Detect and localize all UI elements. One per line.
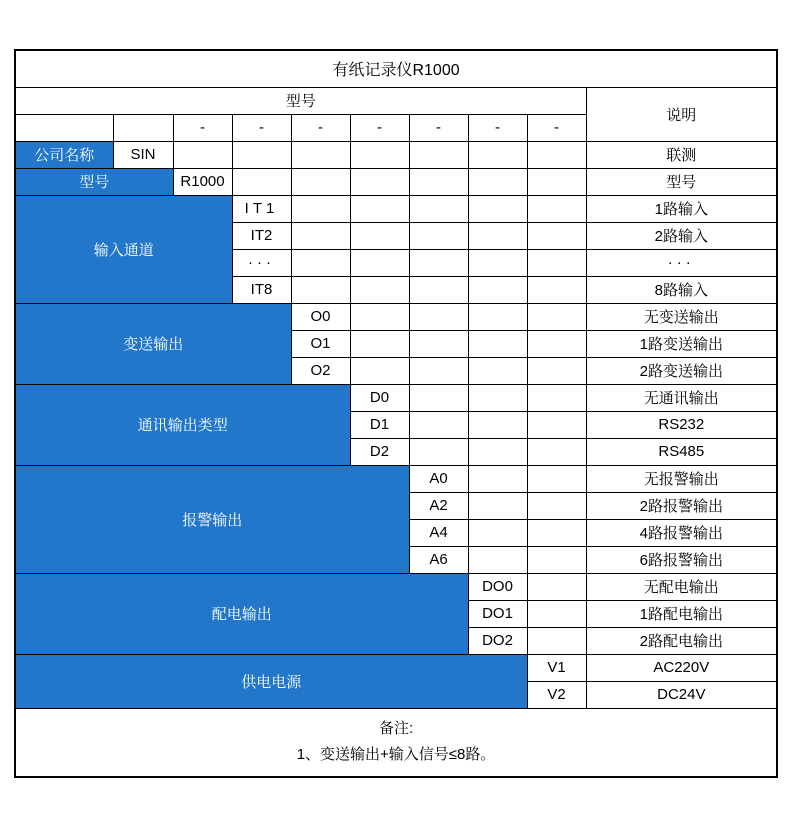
empty-cell	[527, 411, 586, 438]
code-cell: A4	[409, 519, 468, 546]
desc-cell: 无报警输出	[586, 465, 777, 492]
dash-cell: -	[291, 114, 350, 141]
empty-cell	[350, 222, 409, 249]
empty-cell	[527, 492, 586, 519]
empty-cell	[527, 438, 586, 465]
empty-cell	[113, 114, 173, 141]
code-cell: V1	[527, 654, 586, 681]
code-cell: IT2	[232, 222, 291, 249]
empty-cell	[409, 411, 468, 438]
empty-cell	[409, 222, 468, 249]
code-cell: D0	[350, 384, 409, 411]
empty-cell	[527, 141, 586, 168]
desc-cell: 2路变送输出	[586, 357, 777, 384]
code-cell: A2	[409, 492, 468, 519]
empty-cell	[409, 357, 468, 384]
empty-cell	[527, 222, 586, 249]
code-cell: V2	[527, 681, 586, 708]
model-selection-table	[14, 49, 778, 778]
empty-cell	[468, 168, 527, 195]
code-cell: O1	[291, 330, 350, 357]
code-cell: A6	[409, 546, 468, 573]
dash-cell: -	[468, 114, 527, 141]
desc-cell: 4路报警输出	[586, 519, 777, 546]
desc-cell: 8路输入	[586, 276, 777, 303]
code-cell: DO0	[468, 573, 527, 600]
desc-cell: 1路变送输出	[586, 330, 777, 357]
input-row	[15, 195, 777, 222]
empty-cell	[468, 330, 527, 357]
desc-cell: AC220V	[586, 654, 777, 681]
empty-cell	[409, 195, 468, 222]
desc-cell: 无通讯输出	[586, 384, 777, 411]
code-cell: IT1	[232, 195, 291, 222]
code-cell: DO1	[468, 600, 527, 627]
empty-cell	[291, 249, 350, 276]
empty-cell	[409, 384, 468, 411]
empty-cell	[409, 303, 468, 330]
empty-cell	[468, 411, 527, 438]
comm-row	[15, 384, 777, 411]
empty-cell	[291, 168, 350, 195]
empty-cell	[468, 519, 527, 546]
alarm-row	[15, 465, 777, 492]
empty-cell	[350, 357, 409, 384]
note-label: 备注:	[378, 720, 414, 738]
desc-cell: 2路配电输出	[586, 627, 777, 654]
code-cell: IT8	[232, 276, 291, 303]
notes-cell	[15, 708, 777, 777]
empty-cell	[409, 330, 468, 357]
empty-cell	[527, 573, 586, 600]
category-transmit-output: 变送输出	[15, 303, 291, 384]
empty-cell	[350, 195, 409, 222]
empty-cell	[468, 546, 527, 573]
company-row	[15, 141, 777, 168]
table-title: 有纸记录仪R1000	[15, 50, 777, 87]
empty-cell	[468, 249, 527, 276]
category-company-name: 公司名称	[15, 141, 113, 168]
category-input-channels: 输入通道	[15, 195, 232, 303]
empty-cell	[527, 249, 586, 276]
desc-cell: 2路输入	[586, 222, 777, 249]
empty-cell	[527, 627, 586, 654]
empty-cell	[527, 195, 586, 222]
model-row	[15, 168, 777, 195]
model-number-header: 型号	[15, 87, 586, 114]
empty-cell	[527, 276, 586, 303]
category-power-distribution-output: 配电输出	[15, 573, 468, 654]
desc-cell: 无配电输出	[586, 573, 777, 600]
empty-cell	[232, 168, 291, 195]
desc-cell: 无变送输出	[586, 303, 777, 330]
empty-cell	[15, 114, 113, 141]
empty-cell	[527, 330, 586, 357]
code-cell: O2	[291, 357, 350, 384]
empty-cell	[468, 438, 527, 465]
empty-cell	[291, 195, 350, 222]
empty-cell	[527, 384, 586, 411]
desc-cell: 2路报警输出	[586, 492, 777, 519]
category-comm-output-type: 通讯输出类型	[15, 384, 350, 465]
empty-cell	[468, 465, 527, 492]
empty-cell	[468, 222, 527, 249]
transmit-row	[15, 303, 777, 330]
empty-cell	[468, 303, 527, 330]
empty-cell	[350, 303, 409, 330]
empty-cell	[527, 168, 586, 195]
power-dist-row	[15, 573, 777, 600]
dash-cell: -	[173, 114, 232, 141]
empty-cell	[527, 546, 586, 573]
dash-cell: -	[409, 114, 468, 141]
code-cell: A0	[409, 465, 468, 492]
empty-cell	[468, 141, 527, 168]
note-item-1: 1、变送输出+输入信号≤8路。	[296, 746, 496, 764]
empty-cell	[291, 276, 350, 303]
code-cell: DO2	[468, 627, 527, 654]
empty-cell	[409, 249, 468, 276]
empty-cell	[350, 141, 409, 168]
category-alarm-output: 报警输出	[15, 465, 409, 573]
empty-cell	[232, 141, 291, 168]
empty-cell	[409, 141, 468, 168]
empty-cell	[527, 519, 586, 546]
header-row	[15, 87, 777, 114]
desc-cell: 1路输入	[586, 195, 777, 222]
desc-cell: 型号	[586, 168, 777, 195]
code-cell: ···	[232, 249, 291, 276]
empty-cell	[527, 465, 586, 492]
empty-cell	[409, 438, 468, 465]
dash-cell: -	[350, 114, 409, 141]
code-cell: D2	[350, 438, 409, 465]
empty-cell	[468, 492, 527, 519]
desc-cell: RS485	[586, 438, 777, 465]
supply-row	[15, 654, 777, 681]
desc-cell: ···	[586, 249, 777, 276]
empty-cell	[409, 168, 468, 195]
empty-cell	[291, 141, 350, 168]
empty-cell	[468, 195, 527, 222]
empty-cell	[468, 276, 527, 303]
empty-cell	[173, 141, 232, 168]
code-cell: R1000	[173, 168, 232, 195]
empty-cell	[350, 249, 409, 276]
desc-cell: 联测	[586, 141, 777, 168]
empty-cell	[409, 276, 468, 303]
desc-cell: 6路报警输出	[586, 546, 777, 573]
empty-cell	[468, 384, 527, 411]
notes-row	[15, 708, 777, 777]
empty-cell	[291, 222, 350, 249]
desc-cell: 1路配电输出	[586, 600, 777, 627]
empty-cell	[350, 330, 409, 357]
empty-cell	[350, 168, 409, 195]
code-cell: O0	[291, 303, 350, 330]
empty-cell	[350, 276, 409, 303]
category-model: 型号	[15, 168, 173, 195]
desc-cell: DC24V	[586, 681, 777, 708]
empty-cell	[527, 303, 586, 330]
dash-cell: -	[527, 114, 586, 141]
empty-cell	[468, 357, 527, 384]
code-cell: SIN	[113, 141, 173, 168]
code-cell: D1	[350, 411, 409, 438]
description-header: 说明	[586, 87, 777, 141]
empty-cell	[527, 357, 586, 384]
dash-cell: -	[232, 114, 291, 141]
category-power-supply: 供电电源	[15, 654, 527, 708]
title-row	[15, 50, 777, 87]
empty-cell	[527, 600, 586, 627]
desc-cell: RS232	[586, 411, 777, 438]
